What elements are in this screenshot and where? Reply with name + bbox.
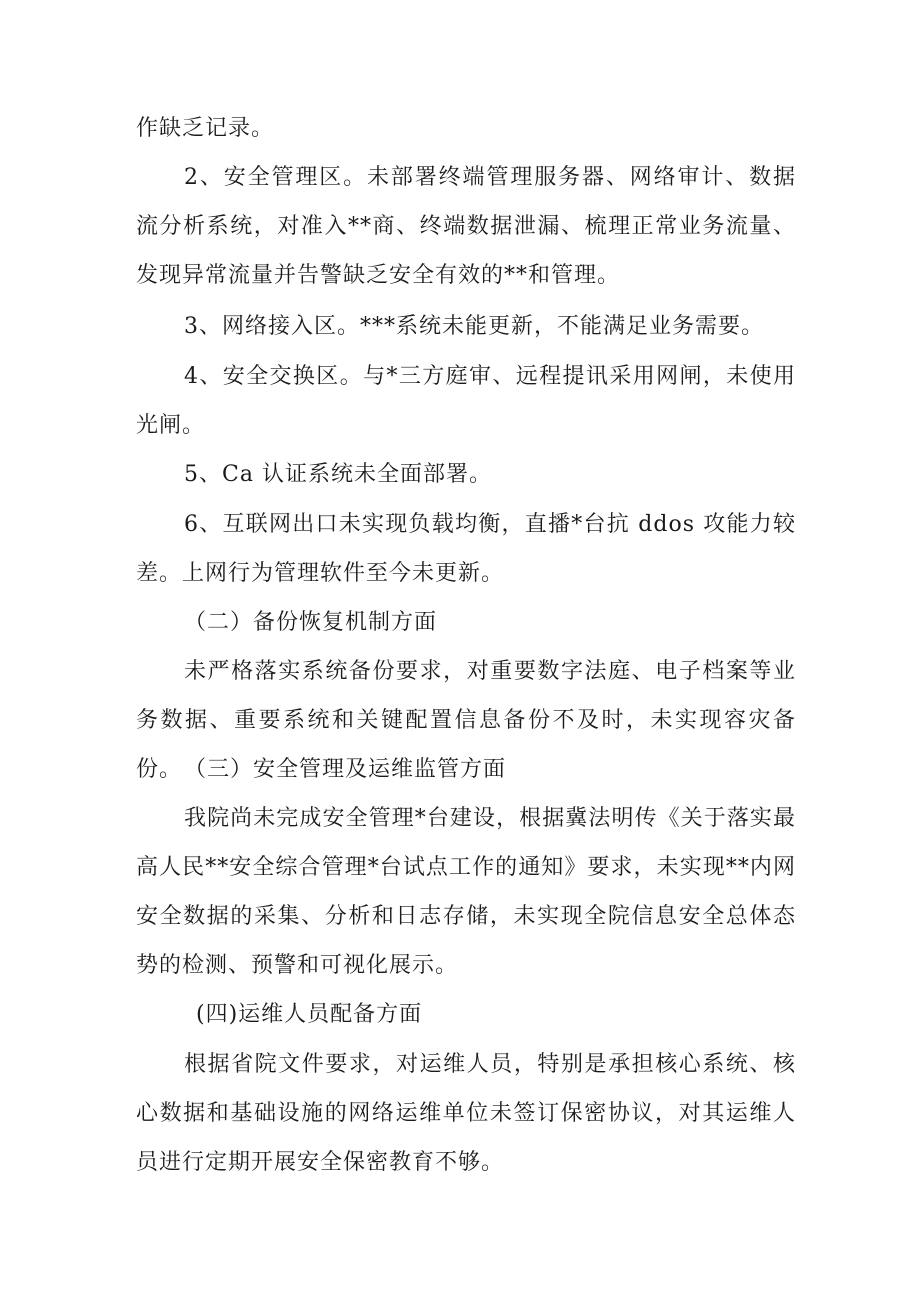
paragraph-item-3: 3、网络接入区。***系统未能更新，不能满足业务需要。 [184,314,764,339]
section-heading-3: （三）安全管理及运维监管方面 [184,757,507,782]
section-heading-4: (四)运维人员配备方面 [196,1002,423,1027]
paragraph-continuation: 作缺乏记录。 [136,116,275,141]
paragraph-item-4: 4、安全交换区。与*三方庭审、远程提讯采用网闸，未使用光闸。 [136,364,796,438]
paragraph-backup: 未严格落实系统备份要求，对重要数字法庭、电子档案等业务数据、重要系统和关键配置信息备份不及时，未实现容灾备份。 [136,659,796,782]
section-heading-2: （二）备份恢复机制方面 [184,610,438,635]
paragraph-security-management: 我院尚未完成安全管理*台建设，根据冀法明传《关于落实最高人民**安全综合管理*台试点工作的通知》要求，未实现**内网安全数据的采集、分析和日志存储，未实现全院信息安全总体态势的检测、预警和可视化展示。 [136,806,796,978]
paragraph-item-2: 2、安全管理区。未部署终端管理服务器、网络审计、数据流分析系统，对准入**商、终端数据泄漏、梳理正常业务流量、发现异常流量并告警缺乏安全有效的**和管理。 [136,165,796,288]
paragraph-staffing: 根据省院文件要求，对运维人员，特别是承担核心系统、核心数据和基础设施的网络运维单位未签订保密协议，对其运维人员进行定期开展安全保密教育不够。 [136,1052,796,1175]
paragraph-item-6: 6、互联网出口未实现负载均衡，直播*台抗 ddos 攻能力较差。上网行为管理软件至今未更新。 [136,512,796,586]
paragraph-item-5: 5、Ca 认证系统未全面部署。 [184,462,492,487]
